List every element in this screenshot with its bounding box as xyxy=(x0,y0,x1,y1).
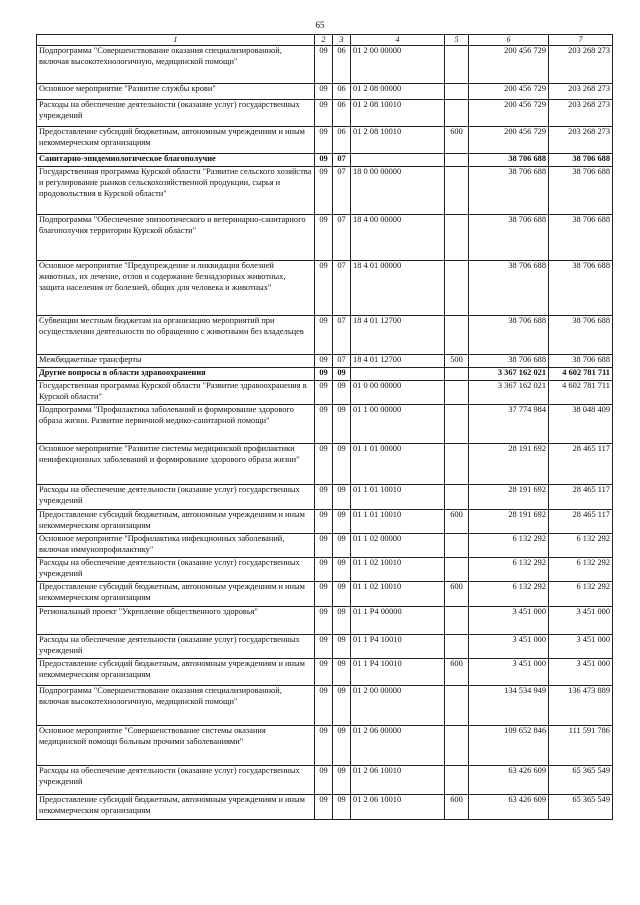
row-sum-year-2-cell: 4 602 781 711 xyxy=(549,368,613,381)
row-name-cell: Расходы на обеспечение деятельности (оказание услуг) государственных учреждений xyxy=(37,485,315,510)
table-row xyxy=(37,261,613,316)
row-sum-year-1-cell: 63 426 609 xyxy=(469,795,549,820)
row-sum-year-1-cell: 38 706 688 xyxy=(469,355,549,368)
row-name-cell: Государственная программа Курской области "Развитие здравоохранения в Курской области" xyxy=(37,381,315,405)
row-target-article-cell: 01 2 06 10010 xyxy=(351,795,445,820)
row-target-article-cell: 01 2 06 10010 xyxy=(351,766,445,795)
header-cell-section: 2 xyxy=(315,35,333,46)
row-name-cell: Государственная программа Курской области "Развитие сельского хозяйства и регулирование рынков сельскохозяйственной продукции, сырья и продовольствия в Курской области" xyxy=(37,167,315,215)
row-section-cell: 09 xyxy=(315,405,333,444)
row-target-article-cell: 01 1 02 10010 xyxy=(351,582,445,607)
row-sum-year-2-cell: 6 132 292 xyxy=(549,558,613,582)
table-row xyxy=(37,46,613,84)
row-section-cell: 09 xyxy=(315,607,333,635)
table-row xyxy=(37,127,613,154)
row-subsection-cell: 09 xyxy=(333,686,351,726)
row-target-article-cell: 01 1 P4 10010 xyxy=(351,635,445,659)
row-section-cell: 09 xyxy=(315,100,333,127)
row-section-cell: 09 xyxy=(315,510,333,534)
page-number: 65 xyxy=(315,20,325,30)
row-sum-year-2-cell: 38 706 688 xyxy=(549,261,613,316)
row-expense-type-cell xyxy=(445,261,469,316)
row-name-cell: Расходы на обеспечение деятельности (оказание услуг) государственных учреждений xyxy=(37,766,315,795)
row-name-cell: Расходы на обеспечение деятельности (оказание услуг) государственных учреждений xyxy=(37,558,315,582)
row-target-article-cell: 01 1 P4 00000 xyxy=(351,607,445,635)
table-row xyxy=(37,84,613,100)
table-row xyxy=(37,355,613,368)
row-target-article-cell: 18 4 01 12700 xyxy=(351,355,445,368)
row-target-article-cell: 01 1 01 10010 xyxy=(351,510,445,534)
row-name-cell: Предоставление субсидий бюджетным, автономным учреждениям и иным некоммерческим организациям xyxy=(37,510,315,534)
row-section-cell: 09 xyxy=(315,215,333,261)
row-subsection-cell: 07 xyxy=(333,167,351,215)
row-sum-year-1-cell: 3 367 162 021 xyxy=(469,381,549,405)
row-expense-type-cell xyxy=(445,405,469,444)
row-name-cell: Основное мероприятие "Развитие службы крови" xyxy=(37,84,315,100)
row-target-article-cell: 18 4 01 12700 xyxy=(351,316,445,355)
row-name-cell: Предоставление субсидий бюджетным, автономным учреждениям и иным некоммерческим организациям xyxy=(37,795,315,820)
row-target-article-cell: 01 2 06 00000 xyxy=(351,726,445,766)
row-name-cell: Основное мероприятие "Профилактика инфекционных заболеваний, включая иммунопрофилактику" xyxy=(37,534,315,558)
row-expense-type-cell xyxy=(445,167,469,215)
row-name-cell: Подпрограмма "Совершенствование оказания специализированной, включая высокотехнологичную, медицинской помощи" xyxy=(37,46,315,84)
row-target-article-cell: 01 1 02 00000 xyxy=(351,534,445,558)
row-sum-year-1-cell: 28 191 692 xyxy=(469,510,549,534)
table-row xyxy=(37,558,613,582)
row-subsection-cell: 09 xyxy=(333,558,351,582)
row-subsection-cell: 09 xyxy=(333,485,351,510)
row-sum-year-2-cell: 136 473 889 xyxy=(549,686,613,726)
row-section-cell: 09 xyxy=(315,534,333,558)
row-sum-year-1-cell: 6 132 292 xyxy=(469,534,549,558)
table-row xyxy=(37,686,613,726)
row-target-article-cell: 01 1 00 00000 xyxy=(351,405,445,444)
table-row xyxy=(37,510,613,534)
row-target-article-cell xyxy=(351,368,445,381)
row-section-cell: 09 xyxy=(315,558,333,582)
table-row xyxy=(37,154,613,167)
row-expense-type-cell xyxy=(445,46,469,84)
table-row xyxy=(37,100,613,127)
row-subsection-cell: 09 xyxy=(333,534,351,558)
header-cell-target-article: 4 xyxy=(351,35,445,46)
row-subsection-cell: 09 xyxy=(333,368,351,381)
table-row xyxy=(37,368,613,381)
table-row xyxy=(37,766,613,795)
row-expense-type-cell xyxy=(445,368,469,381)
row-name-cell: Подпрограмма "Обеспечение эпизоотического и ветеринарно-санитарного благополучия территории Курской области" xyxy=(37,215,315,261)
header-cell-subsection: 3 xyxy=(333,35,351,46)
row-section-cell: 09 xyxy=(315,381,333,405)
row-sum-year-2-cell: 111 591 786 xyxy=(549,726,613,766)
row-name-cell: Субвенции местным бюджетам на организацию мероприятий при осуществлении деятельности по обращению с животными без владельцев xyxy=(37,316,315,355)
row-expense-type-cell xyxy=(445,444,469,485)
row-subsection-cell: 09 xyxy=(333,582,351,607)
row-target-article-cell: 01 1 02 10010 xyxy=(351,558,445,582)
row-sum-year-2-cell: 6 132 292 xyxy=(549,534,613,558)
row-expense-type-cell xyxy=(445,607,469,635)
row-subsection-cell: 06 xyxy=(333,100,351,127)
row-subsection-cell: 07 xyxy=(333,154,351,167)
row-sum-year-2-cell: 203 268 273 xyxy=(549,84,613,100)
row-target-article-cell: 01 0 00 00000 xyxy=(351,381,445,405)
row-target-article-cell: 01 2 00 00000 xyxy=(351,46,445,84)
row-expense-type-cell xyxy=(445,215,469,261)
row-name-cell: Расходы на обеспечение деятельности (оказание услуг) государственных учреждений xyxy=(37,100,315,127)
row-target-article-cell: 18 4 00 00000 xyxy=(351,215,445,261)
row-expense-type-cell: 600 xyxy=(445,659,469,686)
row-expense-type-cell xyxy=(445,485,469,510)
row-sum-year-2-cell: 203 268 273 xyxy=(549,100,613,127)
row-section-cell: 09 xyxy=(315,167,333,215)
row-subsection-cell: 09 xyxy=(333,381,351,405)
row-section-cell: 09 xyxy=(315,635,333,659)
row-target-article-cell: 01 2 08 10010 xyxy=(351,100,445,127)
row-name-cell: Основное мероприятие "Совершенствование системы оказания медицинской помощи больным прочими заболеваниями" xyxy=(37,726,315,766)
row-sum-year-2-cell: 203 268 273 xyxy=(549,46,613,84)
row-sum-year-2-cell: 65 365 549 xyxy=(549,766,613,795)
row-section-cell: 09 xyxy=(315,485,333,510)
row-section-cell: 09 xyxy=(315,726,333,766)
row-sum-year-2-cell: 6 132 292 xyxy=(549,582,613,607)
row-sum-year-1-cell: 38 706 688 xyxy=(469,167,549,215)
row-sum-year-1-cell: 38 706 688 xyxy=(469,261,549,316)
row-section-cell: 09 xyxy=(315,686,333,726)
row-subsection-cell: 09 xyxy=(333,726,351,766)
budget-table xyxy=(36,34,613,820)
row-sum-year-1-cell: 6 132 292 xyxy=(469,558,549,582)
row-section-cell: 09 xyxy=(315,368,333,381)
row-section-cell: 09 xyxy=(315,84,333,100)
row-expense-type-cell: 600 xyxy=(445,127,469,154)
row-sum-year-1-cell: 134 534 949 xyxy=(469,686,549,726)
row-target-article-cell: 01 2 08 00000 xyxy=(351,84,445,100)
table-header-row xyxy=(37,35,613,46)
row-subsection-cell: 07 xyxy=(333,355,351,368)
row-section-cell: 09 xyxy=(315,766,333,795)
row-section-cell: 09 xyxy=(315,261,333,316)
table-row xyxy=(37,607,613,635)
row-expense-type-cell xyxy=(445,100,469,127)
row-sum-year-1-cell: 38 706 688 xyxy=(469,316,549,355)
row-sum-year-2-cell: 203 268 273 xyxy=(549,127,613,154)
row-sum-year-1-cell: 28 191 692 xyxy=(469,485,549,510)
table-row xyxy=(37,795,613,820)
row-sum-year-1-cell: 3 451 000 xyxy=(469,659,549,686)
row-name-cell: Основное мероприятие "Предупреждение и ликвидация болезней животных, их лечение, отлов и содержание безнадзорных животных, защита населения от болезней, общих для человека и животных" xyxy=(37,261,315,316)
row-subsection-cell: 06 xyxy=(333,127,351,154)
table-row xyxy=(37,316,613,355)
row-sum-year-2-cell: 38 706 688 xyxy=(549,215,613,261)
row-sum-year-1-cell: 109 652 846 xyxy=(469,726,549,766)
row-name-cell: Расходы на обеспечение деятельности (оказание услуг) государственных учреждений xyxy=(37,635,315,659)
row-sum-year-1-cell: 38 706 688 xyxy=(469,154,549,167)
row-section-cell: 09 xyxy=(315,154,333,167)
row-sum-year-2-cell: 3 451 000 xyxy=(549,635,613,659)
table-row xyxy=(37,534,613,558)
row-section-cell: 09 xyxy=(315,444,333,485)
row-section-cell: 09 xyxy=(315,659,333,686)
row-sum-year-1-cell: 28 191 692 xyxy=(469,444,549,485)
row-subsection-cell: 09 xyxy=(333,444,351,485)
table-row xyxy=(37,381,613,405)
row-sum-year-1-cell: 200 456 729 xyxy=(469,84,549,100)
row-sum-year-2-cell: 38 706 688 xyxy=(549,167,613,215)
row-sum-year-1-cell: 3 451 000 xyxy=(469,635,549,659)
table-row xyxy=(37,726,613,766)
table-row xyxy=(37,485,613,510)
row-sum-year-2-cell: 38 706 688 xyxy=(549,355,613,368)
row-target-article-cell: 01 2 08 10010 xyxy=(351,127,445,154)
row-sum-year-1-cell: 63 426 609 xyxy=(469,766,549,795)
row-name-cell: Подпрограмма "Профилактика заболеваний и формирование здорового образа жизни. Развитие первичной медико-санитарной помощи" xyxy=(37,405,315,444)
row-name-cell: Другие вопросы в области здравоохранения xyxy=(37,368,315,381)
row-expense-type-cell xyxy=(445,534,469,558)
row-sum-year-2-cell: 38 706 688 xyxy=(549,154,613,167)
row-sum-year-2-cell: 28 465 117 xyxy=(549,510,613,534)
row-subsection-cell: 07 xyxy=(333,215,351,261)
row-expense-type-cell: 600 xyxy=(445,582,469,607)
row-sum-year-2-cell: 4 602 781 711 xyxy=(549,381,613,405)
budget-table-body xyxy=(37,35,613,820)
row-subsection-cell: 07 xyxy=(333,261,351,316)
row-name-cell: Предоставление субсидий бюджетным, автономным учреждениям и иным некоммерческим организациям xyxy=(37,127,315,154)
row-subsection-cell: 09 xyxy=(333,510,351,534)
table-row xyxy=(37,582,613,607)
row-sum-year-2-cell: 3 451 000 xyxy=(549,607,613,635)
row-section-cell: 09 xyxy=(315,127,333,154)
header-cell-expense-type: 5 xyxy=(445,35,469,46)
row-expense-type-cell xyxy=(445,558,469,582)
row-subsection-cell: 09 xyxy=(333,766,351,795)
row-section-cell: 09 xyxy=(315,582,333,607)
row-expense-type-cell xyxy=(445,635,469,659)
header-cell-sum-year-2: 7 xyxy=(549,35,613,46)
row-sum-year-1-cell: 3 451 000 xyxy=(469,607,549,635)
row-expense-type-cell: 500 xyxy=(445,355,469,368)
table-row xyxy=(37,635,613,659)
row-expense-type-cell xyxy=(445,316,469,355)
row-expense-type-cell xyxy=(445,726,469,766)
row-subsection-cell: 06 xyxy=(333,84,351,100)
row-sum-year-2-cell: 38 048 409 xyxy=(549,405,613,444)
row-name-cell: Предоставление субсидий бюджетным, автономным учреждениям и иным некоммерческим организациям xyxy=(37,582,315,607)
row-sum-year-1-cell: 3 367 162 021 xyxy=(469,368,549,381)
row-sum-year-1-cell: 200 456 729 xyxy=(469,127,549,154)
row-sum-year-2-cell: 28 465 117 xyxy=(549,485,613,510)
row-target-article-cell xyxy=(351,154,445,167)
table-row xyxy=(37,659,613,686)
row-expense-type-cell xyxy=(445,766,469,795)
row-name-cell: Санитарно-эпидемиологическое благополучие xyxy=(37,154,315,167)
row-sum-year-1-cell: 38 706 688 xyxy=(469,215,549,261)
row-section-cell: 09 xyxy=(315,355,333,368)
row-section-cell: 09 xyxy=(315,795,333,820)
table-row xyxy=(37,167,613,215)
row-expense-type-cell xyxy=(445,84,469,100)
row-sum-year-1-cell: 200 456 729 xyxy=(469,100,549,127)
row-subsection-cell: 06 xyxy=(333,46,351,84)
row-sum-year-2-cell: 65 365 549 xyxy=(549,795,613,820)
table-row xyxy=(37,215,613,261)
row-expense-type-cell xyxy=(445,381,469,405)
row-subsection-cell: 09 xyxy=(333,659,351,686)
header-cell-sum-year-1: 6 xyxy=(469,35,549,46)
row-name-cell: Основное мероприятие "Развитие системы медицинской профилактики неинфекционных заболеваний и формирование здорового образа жизни" xyxy=(37,444,315,485)
table-row xyxy=(37,405,613,444)
row-expense-type-cell xyxy=(445,686,469,726)
row-expense-type-cell xyxy=(445,154,469,167)
row-subsection-cell: 09 xyxy=(333,795,351,820)
row-target-article-cell: 01 1 01 10010 xyxy=(351,485,445,510)
row-subsection-cell: 07 xyxy=(333,316,351,355)
row-name-cell: Межбюджетные трансферты xyxy=(37,355,315,368)
row-subsection-cell: 09 xyxy=(333,607,351,635)
row-expense-type-cell: 600 xyxy=(445,510,469,534)
row-sum-year-1-cell: 6 132 292 xyxy=(469,582,549,607)
header-cell-name: 1 xyxy=(37,35,315,46)
row-name-cell: Подпрограмма "Совершенствование оказания специализированной, включая высокотехнологичную, медицинской помощи" xyxy=(37,686,315,726)
row-subsection-cell: 09 xyxy=(333,635,351,659)
row-target-article-cell: 01 1 P4 10010 xyxy=(351,659,445,686)
row-target-article-cell: 01 2 00 00000 xyxy=(351,686,445,726)
row-expense-type-cell: 600 xyxy=(445,795,469,820)
table-row xyxy=(37,444,613,485)
row-name-cell: Региональный проект "Укрепление общественного здоровья" xyxy=(37,607,315,635)
row-subsection-cell: 09 xyxy=(333,405,351,444)
row-sum-year-2-cell: 38 706 688 xyxy=(549,316,613,355)
row-target-article-cell: 01 1 01 00000 xyxy=(351,444,445,485)
row-sum-year-2-cell: 3 451 000 xyxy=(549,659,613,686)
row-sum-year-1-cell: 200 456 729 xyxy=(469,46,549,84)
row-section-cell: 09 xyxy=(315,316,333,355)
row-sum-year-2-cell: 28 465 117 xyxy=(549,444,613,485)
row-section-cell: 09 xyxy=(315,46,333,84)
row-name-cell: Предоставление субсидий бюджетным, автономным учреждениям и иным некоммерческим организациям xyxy=(37,659,315,686)
row-sum-year-1-cell: 37 774 984 xyxy=(469,405,549,444)
row-target-article-cell: 18 4 01 00000 xyxy=(351,261,445,316)
row-target-article-cell: 18 0 00 00000 xyxy=(351,167,445,215)
